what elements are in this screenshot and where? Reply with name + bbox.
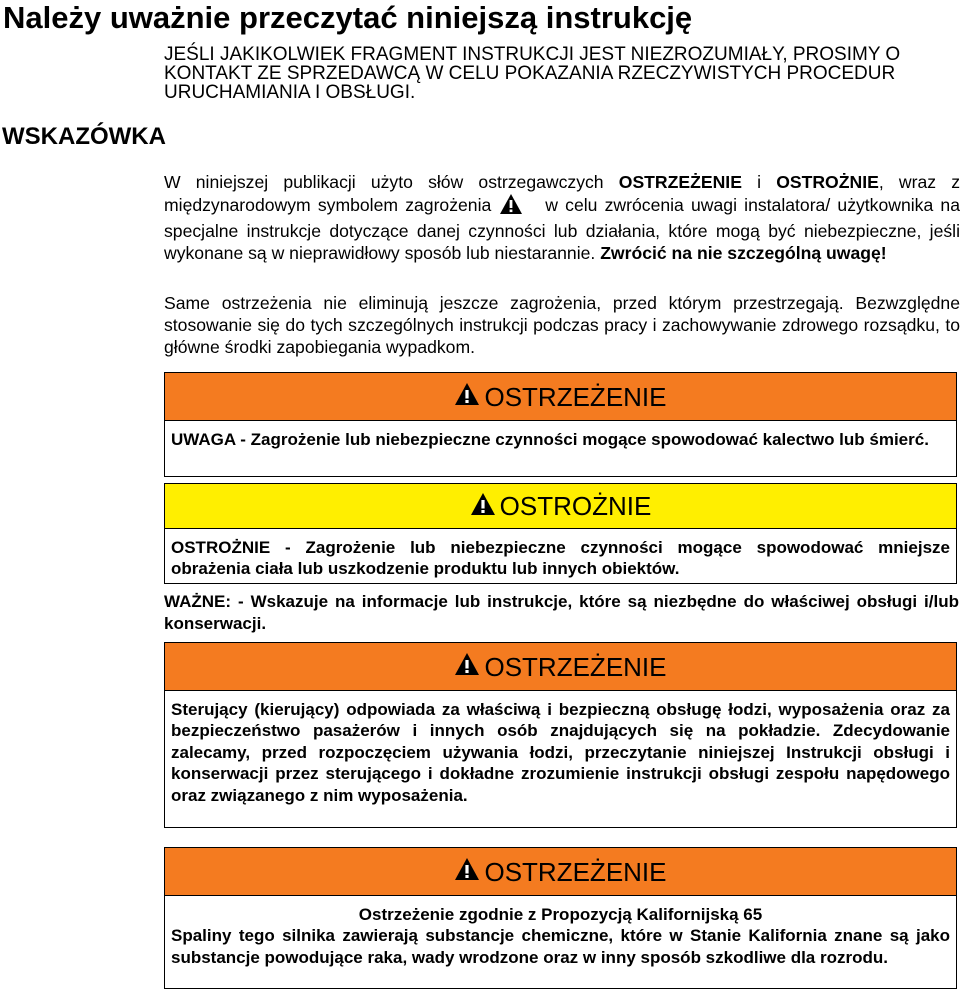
warning-box-operator [164,642,957,828]
caution-header [165,484,956,529]
warning-header [165,643,956,691]
paragraph-text: , wraz z międzynarodowym symbolem zagrożenia [164,172,960,215]
warning-triangle-icon [470,492,496,521]
emphasis-text: Zwrócić na nie szczególną uwagę! [600,243,887,263]
warning-triangle-icon [454,382,480,411]
warning-heading: OSTRZEŻENIE [484,856,667,887]
warning-box-disability [164,372,957,477]
warning-text: Sterujący (kierujący) odpowiada za właściwą i bezpieczną obsługę łodzi, wyposażenia oraz za bezpieczeństwo pasażerów i innych osób znajdujących się na pokładzie. Zdecydowanie zalecamy, przed rozpoczęciem używania łodzi, przeczytanie niniejszej Instrukcji obsługi i konserwacji przez sterującego i dokładne zrozumienie instrukcji obsługi zespołu napędowego oraz związanego z nim wyposażenia. [171,700,950,805]
note-label: WSKAZÓWKA [2,123,166,150]
prop65-subheading: Ostrzeżenie zgodnie z Propozycją Kalifornijską 65 [358,905,763,924]
important-note: WAŻNE: - Wskazuje na informacje lub instrukcje, które są niezbędne do właściwej obsługi i/lub konserwacji. [164,592,959,633]
warning-triangle-icon [454,652,480,681]
paragraph-text: i [741,172,777,192]
paragraph-text: w celu zwrócenia uwagi instalatora/ użytkownika na specjalne instrukcje dotyczące danej czynności lub działania, które mogą być niebezpieczne, jeśli wykonane są w nieprawidłowy sposób lub niestarannie. [164,195,960,263]
safety-paragraph: Same ostrzeżenia nie eliminują jeszcze zagrożenia, przed którym przestrzegają. Bezwzględne stosowanie się do tych szczególnych instrukcji podczas pracy i zachowywanie zdrowego rozsądku, to główne środki zapobiegania wypadkom. [164,293,960,357]
caution-text: OSTROŻNIE - Zagrożenie lub niebezpieczne czynności mogące spowodować mniejsze obrażenia ciała lub uszkodzenie produktu lub innych obiektów. [171,538,950,579]
warning-triangle-icon [454,857,480,886]
page-title: Należy uważnie przeczytać niniejszą instrukcję [3,0,693,35]
signal-word-warning: OSTRZEŻENIE [618,172,742,192]
warning-header [165,373,956,421]
warning-triangle-icon [499,193,523,220]
signal-word-caution: OSTROŻNIE [776,172,879,192]
warning-text: UWAGA - Zagrożenie lub niebezpieczne czynności mogące spowodować kalectwo lub śmierć. [171,430,929,449]
paragraph-text: W niniejszej publikacji użyto słów ostrzegawczych [164,172,619,192]
warning-text: Spaliny tego silnika zawierają substancje chemiczne, które w Stanie Kalifornia znane są jako substancje powodujące raka, wady wrodzone oraz w inny sposób szkodliwe dla rozrodu. [171,926,950,967]
caution-heading: OSTROŻNIE [499,491,652,521]
intro-text: JEŚLI JAKIKOLWIEK FRAGMENT INSTRUKCJI JEST NIEZROZUMIAŁY, PROSIMY O KONTAKT ZE SPRZEDAWCĄ W CELU POKAZANIA RZECZYWISTYCH PROCEDUR URUCHAMIANIA I OBSŁUGI. [164,44,901,103]
warning-box-california [164,847,957,989]
warning-heading: OSTRZEŻENIE [484,381,667,412]
caution-box [164,483,957,584]
warning-content [165,896,956,974]
warning-header [165,848,956,896]
warning-heading: OSTRZEŻENIE [484,651,667,682]
signal-words-paragraph [164,171,960,264]
